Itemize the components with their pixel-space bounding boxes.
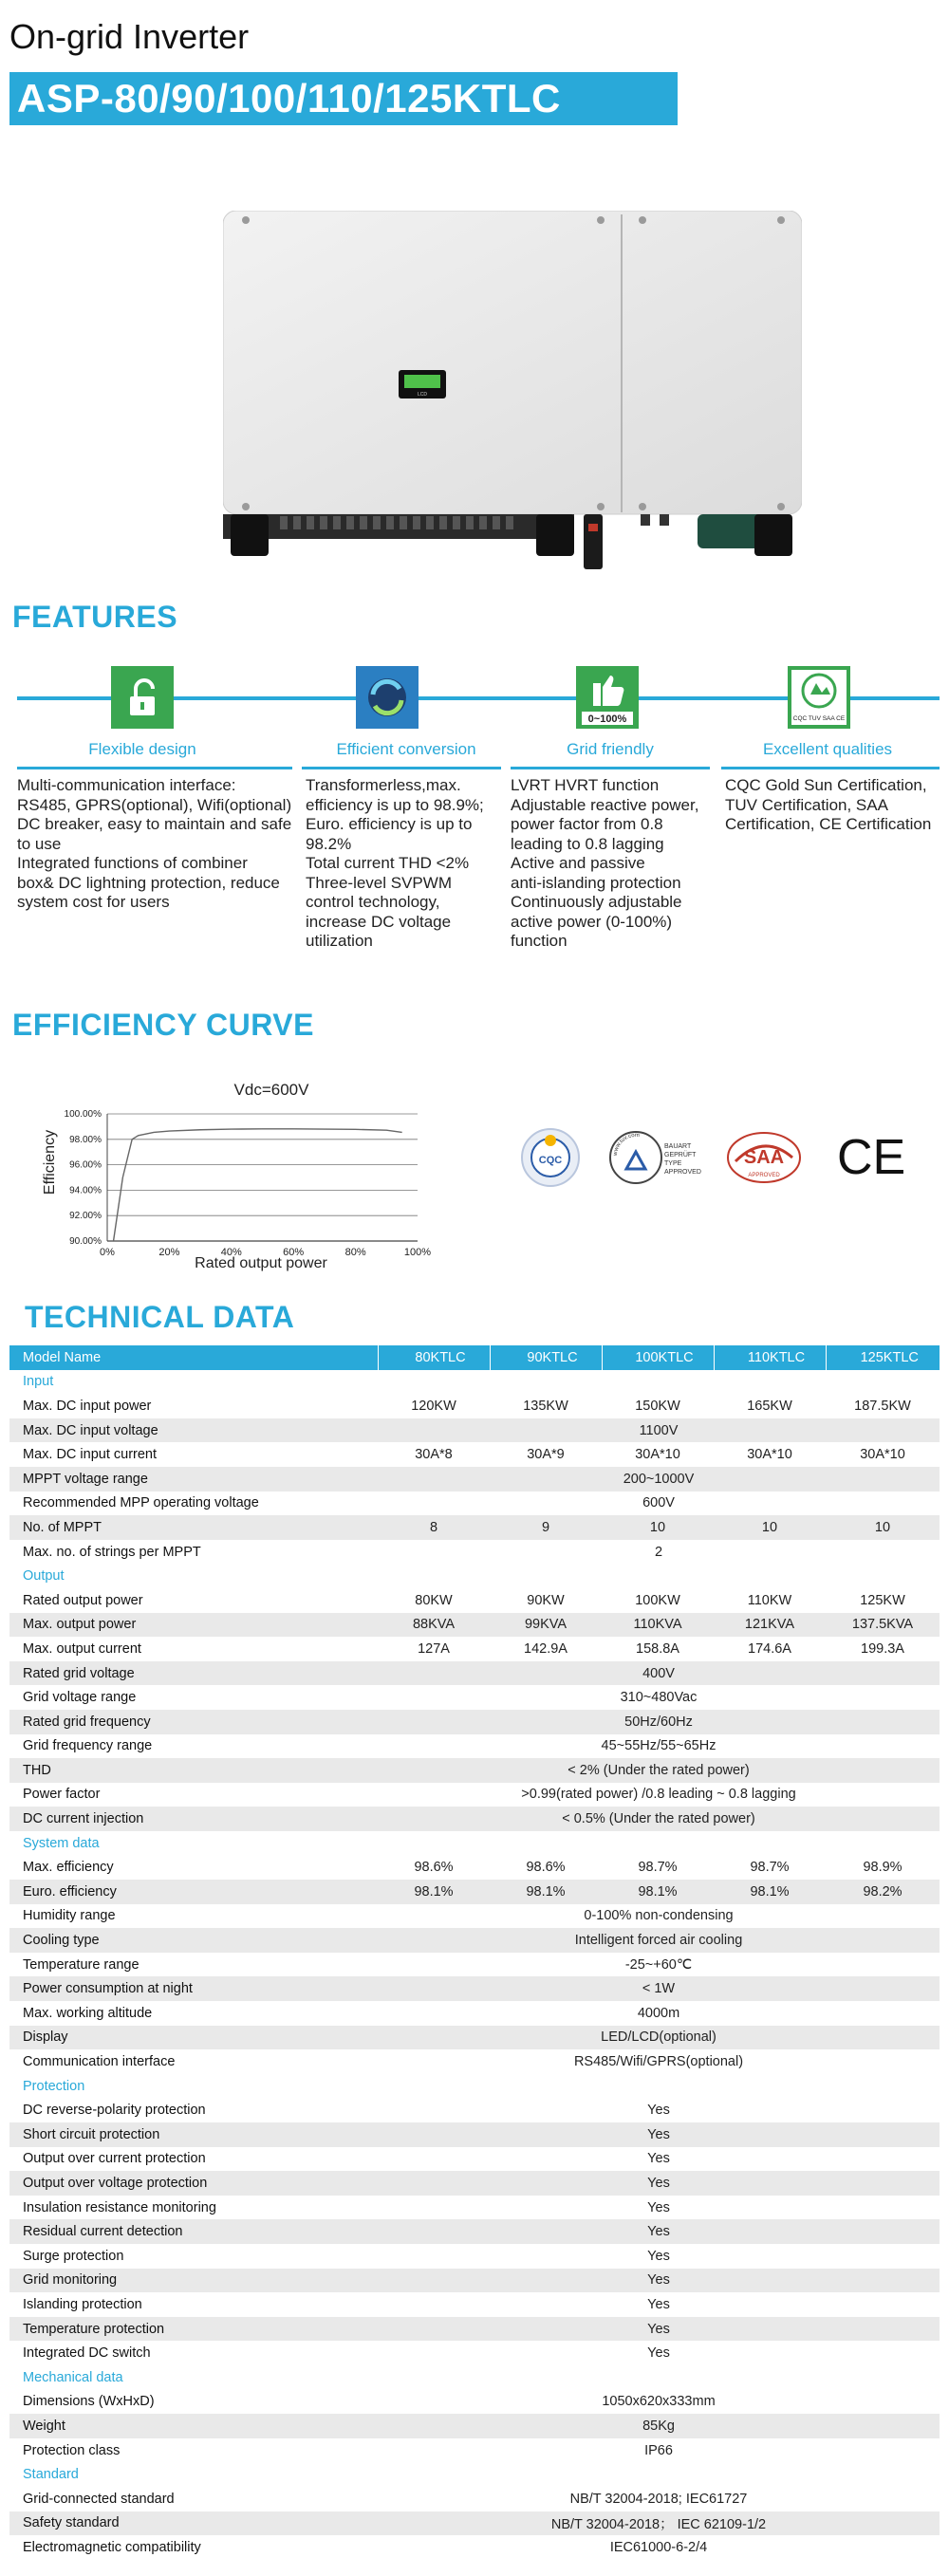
- feature-badge-qualities: CQC TUV SAA CE: [792, 715, 846, 722]
- table-header-cell: 110KTLC: [714, 1345, 826, 1370]
- table-row: [9, 2438, 940, 2463]
- chart-x-tick-label: 0%: [100, 1247, 115, 1258]
- table-cell: 110KVA: [602, 1613, 714, 1638]
- table-cell: 99KVA: [490, 1613, 602, 1638]
- table-row: [9, 1467, 940, 1492]
- table-cell: 121KVA: [714, 1613, 826, 1638]
- table-row: [9, 1442, 940, 1467]
- feature-label-flexible: Flexible design: [88, 740, 196, 758]
- display-panel-label: LCD: [417, 392, 428, 398]
- table-cell: 30A*10: [826, 1442, 940, 1467]
- feature-label-grid: Grid friendly: [567, 740, 654, 758]
- cqc-logo-text: CQC: [538, 1155, 563, 1166]
- tuv-text-1: BAUART: [664, 1143, 692, 1150]
- table-row-label: Rated grid frequency: [9, 1710, 378, 1734]
- table-row-label: Electromagnetic compatibility: [9, 2535, 378, 2560]
- table-row: [9, 1394, 940, 1418]
- table-row: [9, 1904, 940, 1929]
- table-cell: 2: [378, 1540, 940, 1565]
- table-group-row: [9, 2365, 940, 2390]
- table-cell: 400V: [378, 1661, 940, 1686]
- table-cell: -25~+60℃: [378, 1953, 940, 1977]
- table-row-label: Power consumption at night: [9, 1976, 378, 2001]
- chart-y-tick-label: 94.00%: [69, 1185, 102, 1196]
- table-cell: 88KVA: [378, 1613, 490, 1638]
- recycle-arrows-icon: [356, 666, 419, 729]
- table-row-label: DC current injection: [9, 1807, 378, 1831]
- table-cell: < 2% (Under the rated power): [378, 1758, 940, 1783]
- table-cell: Yes: [378, 2317, 940, 2342]
- table-cell: 98.1%: [714, 1880, 826, 1904]
- table-row-label: No. of MPPT: [9, 1515, 378, 1540]
- tuv-ring-text: www.tuv.com: [612, 1132, 640, 1157]
- table-cell: 174.6A: [714, 1637, 826, 1661]
- table-cell: 98.7%: [602, 1855, 714, 1880]
- table-row: [9, 2317, 940, 2342]
- table-group-label: Input: [9, 1370, 940, 1395]
- table-row-label: Max. efficiency: [9, 1855, 378, 1880]
- table-row-label: Euro. efficiency: [9, 1880, 378, 1904]
- feature-badge-grid: 0~100%: [587, 713, 627, 725]
- table-group-row: [9, 1564, 940, 1588]
- chart-x-tick-label: 20%: [158, 1247, 180, 1258]
- table-cell: < 1W: [378, 1976, 940, 2001]
- saa-logo-subtext: APPROVED: [748, 1173, 780, 1178]
- table-group-label: Protection: [9, 2074, 940, 2099]
- table-cell: 200~1000V: [378, 1467, 940, 1492]
- table-row-label: Dimensions (WxHxD): [9, 2390, 378, 2415]
- table-cell: 30A*10: [602, 1442, 714, 1467]
- table-row-label: Recommended MPP operating voltage: [9, 1492, 378, 1516]
- table-row: [9, 2341, 940, 2365]
- table-row: [9, 1540, 940, 1565]
- tuv-text-4: APPROVED: [664, 1169, 701, 1176]
- table-cell: 98.6%: [378, 1855, 490, 1880]
- table-row: [9, 1855, 940, 1880]
- table-cell: 4000m: [378, 2001, 940, 2026]
- table-cell: RS485/Wifi/GPRS(optional): [378, 2049, 940, 2074]
- table-row: [9, 2535, 940, 2560]
- table-cell: 98.6%: [490, 1855, 602, 1880]
- table-cell: 158.8A: [602, 1637, 714, 1661]
- table-row-label: DC reverse-polarity protection: [9, 2098, 378, 2122]
- chart-y-ticks: [65, 1109, 102, 1247]
- dc-switch-icon: [584, 514, 603, 569]
- efficiency-chart: [19, 1072, 437, 1281]
- table-row-label: Cooling type: [9, 1928, 378, 1953]
- table-row: [9, 2171, 940, 2196]
- table-cell: 600V: [378, 1492, 940, 1516]
- efficiency-heading: EFFICIENCY CURVE: [12, 1008, 314, 1042]
- table-header-cell: Model Name: [9, 1345, 378, 1370]
- table-row-label: Max. working altitude: [9, 2001, 378, 2026]
- table-cell: 125KW: [826, 1588, 940, 1613]
- table-cell: 10: [714, 1515, 826, 1540]
- feature-text-flexible: Multi-communication interface: RS485, GPRS(optional), Wifi(optional) DC breaker, easy to maintain and safe to use Integrated functions of combiner box& DC lightning protection, reduce system cost for users: [17, 776, 292, 911]
- table-cell: 98.7%: [714, 1855, 826, 1880]
- chart-y-axis-label: Efficiency: [42, 1129, 58, 1195]
- table-row-label: Integrated DC switch: [9, 2341, 378, 2365]
- table-row: [9, 1588, 940, 1613]
- table-cell: 1050x620x333mm: [378, 2390, 940, 2415]
- table-row: [9, 1685, 940, 1710]
- table-row-label: Display: [9, 2026, 378, 2050]
- tuv-logo: [607, 1127, 712, 1188]
- feature-text-qualities: CQC Gold Sun Certification, TUV Certification, SAA Certification, CE Certification: [725, 776, 932, 833]
- technical-data-heading: TECHNICAL DATA: [25, 1300, 295, 1334]
- chart-x-tick-label: 80%: [344, 1247, 366, 1258]
- table-row: [9, 1710, 940, 1734]
- table-row: [9, 1928, 940, 1953]
- chart-series: [114, 1129, 402, 1241]
- table-row-label: Islanding protection: [9, 2292, 378, 2317]
- table-row: [9, 1953, 940, 1977]
- unlock-icon: [111, 666, 174, 729]
- chart-x-tick-label: 100%: [403, 1247, 432, 1258]
- chart-y-tick-label: 92.00%: [69, 1211, 102, 1222]
- table-row: [9, 2196, 940, 2220]
- table-cell: 30A*9: [490, 1442, 602, 1467]
- table-group-label: System data: [9, 1831, 940, 1856]
- table-row-label: Grid frequency range: [9, 1734, 378, 1759]
- table-cell: 0-100% non-condensing: [378, 1904, 940, 1929]
- table-row-label: Grid voltage range: [9, 1685, 378, 1710]
- table-group-label: Standard: [9, 2462, 940, 2487]
- table-row-label: Safety standard: [9, 2511, 378, 2536]
- table-header-cell: 80KTLC: [378, 1345, 490, 1370]
- ce-mark: CE: [837, 1130, 906, 1185]
- table-cell: >0.99(rated power) /0.8 leading ~ 0.8 lagging: [378, 1783, 940, 1807]
- feature-underline: [511, 767, 710, 769]
- table-cell: 30A*10: [714, 1442, 826, 1467]
- feature-underline: [721, 767, 940, 769]
- table-row-label: Temperature protection: [9, 2317, 378, 2342]
- table-row: [9, 2001, 940, 2026]
- table-row-label: Rated grid voltage: [9, 1661, 378, 1686]
- table-row: [9, 2219, 940, 2244]
- table-row: [9, 2026, 940, 2050]
- table-header-cell: 100KTLC: [602, 1345, 714, 1370]
- saa-logo-text: SAA: [743, 1147, 785, 1168]
- table-cell: Yes: [378, 2269, 940, 2293]
- table-row-label: Short circuit protection: [9, 2122, 378, 2147]
- table-cell: Yes: [378, 2292, 940, 2317]
- table-header-cell: 125KTLC: [826, 1345, 940, 1370]
- table-cell: Intelligent forced air cooling: [378, 1928, 940, 1953]
- table-cell: Yes: [378, 2171, 940, 2196]
- table-cell: Yes: [378, 2098, 940, 2122]
- table-row: [9, 1783, 940, 1807]
- table-group-row: [9, 1370, 940, 1395]
- table-cell: 98.9%: [826, 1855, 940, 1880]
- table-cell: 137.5KVA: [826, 1613, 940, 1638]
- table-row: [9, 1758, 940, 1783]
- table-cell: 50Hz/60Hz: [378, 1710, 940, 1734]
- table-row: [9, 2292, 940, 2317]
- table-row: [9, 1661, 940, 1686]
- document-title: On-grid Inverter: [9, 17, 250, 56]
- table-row: [9, 1515, 940, 1540]
- table-cell: 1100V: [378, 1418, 940, 1443]
- table-group-row: [9, 2462, 940, 2487]
- table-cell: 10: [826, 1515, 940, 1540]
- table-cell: Yes: [378, 2219, 940, 2244]
- table-cell: 98.1%: [490, 1880, 602, 1904]
- table-row: [9, 2147, 940, 2172]
- table-cell: IEC61000-6-2/4: [378, 2535, 940, 2560]
- table-cell: 150KW: [602, 1394, 714, 1418]
- feature-underline: [17, 767, 292, 769]
- table-row-label: Max. DC input voltage: [9, 1418, 378, 1443]
- table-header-row: [9, 1345, 940, 1370]
- table-row: [9, 2414, 940, 2438]
- table-row-label: Weight: [9, 2414, 378, 2438]
- table-row-label: Grid-connected standard: [9, 2487, 378, 2511]
- table-cell: 142.9A: [490, 1637, 602, 1661]
- table-cell: 98.2%: [826, 1880, 940, 1904]
- table-row: [9, 2244, 940, 2269]
- inverter-product-image: [223, 211, 802, 571]
- feature-text-efficient: Transformerless,max. efficiency is up to 98.9%; Euro. efficiency is up to 98.2% Total current THD <2% Three-level SVPWM control technology, increase DC voltage utilization: [306, 776, 484, 950]
- tuv-text-3: TYPE: [664, 1160, 682, 1167]
- table-group-row: [9, 2074, 940, 2099]
- table-cell: NB/T 32004-2018； IEC 62109-1/2: [378, 2511, 940, 2536]
- table-cell: 45~55Hz/55~65Hz: [378, 1734, 940, 1759]
- table-cell: 165KW: [714, 1394, 826, 1418]
- table-cell: Yes: [378, 2341, 940, 2365]
- table-cell: 100KW: [602, 1588, 714, 1613]
- table-cell: 80KW: [378, 1588, 490, 1613]
- chart-y-tick-label: 98.00%: [69, 1134, 102, 1145]
- table-row: [9, 2098, 940, 2122]
- table-row-label: Power factor: [9, 1783, 378, 1807]
- table-cell: 135KW: [490, 1394, 602, 1418]
- table-row: [9, 2390, 940, 2415]
- table-row-label: Max. output current: [9, 1637, 378, 1661]
- table-row: [9, 1418, 940, 1443]
- table-cell: 98.1%: [602, 1880, 714, 1904]
- table-row-label: Insulation resistance monitoring: [9, 2196, 378, 2220]
- table-group-row: [9, 1831, 940, 1856]
- table-row: [9, 1492, 940, 1516]
- table-row: [9, 1976, 940, 2001]
- table-row-label: Output over current protection: [9, 2147, 378, 2172]
- table-row-label: THD: [9, 1758, 378, 1783]
- table-row-label: Max. DC input power: [9, 1394, 378, 1418]
- table-cell: 98.1%: [378, 1880, 490, 1904]
- feature-text-grid: LVRT HVRT function Adjustable reactive power, power factor from 0.8 leading to 0.8 lagging Active and passive anti-islanding protection Continuously adjustable active power (0-100%) function: [511, 776, 699, 950]
- chart-x-tick-label: 60%: [283, 1247, 305, 1258]
- cqc-logo: [520, 1127, 581, 1188]
- feature-label-qualities: Excellent qualities: [762, 740, 893, 758]
- table-cell: Yes: [378, 2244, 940, 2269]
- table-cell: NB/T 32004-2018; IEC61727: [378, 2487, 940, 2511]
- table-cell: 9: [490, 1515, 602, 1540]
- table-row-label: Surge protection: [9, 2244, 378, 2269]
- table-cell: Yes: [378, 2147, 940, 2172]
- table-row-label: Residual current detection: [9, 2219, 378, 2244]
- table-row: [9, 1637, 940, 1661]
- table-row-label: Max. no. of strings per MPPT: [9, 1540, 378, 1565]
- table-row: [9, 2122, 940, 2147]
- table-cell: 187.5KW: [826, 1394, 940, 1418]
- table-cell: 199.3A: [826, 1637, 940, 1661]
- certification-seal-icon: [788, 666, 850, 729]
- table-row-label: Protection class: [9, 2438, 378, 2463]
- chart-y-tick-label: 100.00%: [64, 1109, 102, 1120]
- table-header-cell: 90KTLC: [490, 1345, 602, 1370]
- table-row-label: Grid monitoring: [9, 2269, 378, 2293]
- table-row-label: Output over voltage protection: [9, 2171, 378, 2196]
- table-row: [9, 2511, 940, 2536]
- chart-title: Vdc=600V: [233, 1081, 309, 1099]
- chart-x-axis-label: Rated output power: [195, 1255, 327, 1271]
- table-row-label: Max. DC input current: [9, 1442, 378, 1467]
- table-row-label: Max. output power: [9, 1613, 378, 1638]
- chart-x-tick-label: 40%: [220, 1247, 242, 1258]
- table-group-label: Mechanical data: [9, 2365, 940, 2390]
- table-row: [9, 1880, 940, 1904]
- table-cell: 30A*8: [378, 1442, 490, 1467]
- chart-series-line: [114, 1129, 402, 1241]
- table-cell: 85Kg: [378, 2414, 940, 2438]
- feature-underline: [302, 767, 501, 769]
- table-group-label: Output: [9, 1564, 940, 1588]
- tuv-text-2: GEPRÜFT: [664, 1152, 697, 1158]
- table-cell: 10: [602, 1515, 714, 1540]
- table-row: [9, 2487, 940, 2511]
- chart-y-tick-label: 90.00%: [69, 1236, 102, 1247]
- table-cell: 90KW: [490, 1588, 602, 1613]
- features-heading: FEATURES: [12, 600, 178, 634]
- table-cell: 8: [378, 1515, 490, 1540]
- table-row-label: MPPT voltage range: [9, 1467, 378, 1492]
- table-row-label: Temperature range: [9, 1953, 378, 1977]
- display-panel: [399, 370, 446, 398]
- table-cell: 127A: [378, 1637, 490, 1661]
- table-row-label: Rated output power: [9, 1588, 378, 1613]
- table-cell: Yes: [378, 2196, 940, 2220]
- table-row: [9, 2049, 940, 2074]
- chart-y-tick-label: 96.00%: [69, 1159, 102, 1171]
- table-cell: IP66: [378, 2438, 940, 2463]
- thumbs-up-icon: [576, 666, 639, 729]
- table-cell: 120KW: [378, 1394, 490, 1418]
- table-row: [9, 1807, 940, 1831]
- table-row: [9, 1613, 940, 1638]
- table-row: [9, 1734, 940, 1759]
- table-cell: < 0.5% (Under the rated power): [378, 1807, 940, 1831]
- table-cell: Yes: [378, 2122, 940, 2147]
- model-banner: ASP-80/90/100/110/125KTLC: [9, 72, 678, 125]
- feature-label-efficient: Efficient conversion: [336, 740, 476, 758]
- table-row: [9, 2269, 940, 2293]
- table-cell: 110KW: [714, 1588, 826, 1613]
- table-cell: 310~480Vac: [378, 1685, 940, 1710]
- table-row-label: Humidity range: [9, 1904, 378, 1929]
- technical-data-table: [9, 1345, 940, 2560]
- saa-logo: [726, 1129, 802, 1186]
- table-cell: LED/LCD(optional): [378, 2026, 940, 2050]
- table-row-label: Communication interface: [9, 2049, 378, 2074]
